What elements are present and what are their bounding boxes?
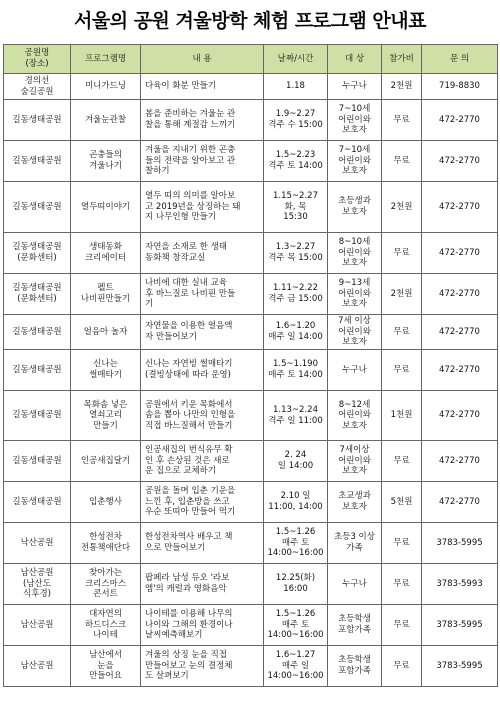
- target-cell: 7세 이상 어린이와 보호자: [328, 315, 382, 350]
- header-content: 내 용: [141, 45, 264, 74]
- table-row: [4, 391, 498, 441]
- content-cell: 겨울을 지내기 위한 곤충 들의 전략을 알아보고 관 찰하기: [141, 141, 264, 182]
- target-cell: 초등생과 보호자: [328, 182, 382, 233]
- content-cell: 다육이 화분 만들기: [141, 74, 264, 100]
- content-cell: 팝페라 남성 듀오 '라보 엠'의 캐럴과 영화음악: [141, 564, 264, 605]
- date-cell: 2. 24 일 14:00: [264, 441, 328, 482]
- fee-cell: 무료: [382, 315, 422, 350]
- table-body: [4, 74, 498, 687]
- header-date: 날짜/시간: [264, 45, 328, 74]
- content-cell: 봄을 준비하는 겨울눈 관 찰을 통해 계절감 느끼기: [141, 100, 264, 141]
- fee-cell: 2천원: [382, 274, 422, 315]
- park-cell: 길동생태공원: [4, 482, 71, 523]
- park-cell: 길동생태공원: [4, 350, 71, 391]
- fee-cell: 5천원: [382, 482, 422, 523]
- contact-cell: 472-2770: [422, 274, 498, 315]
- date-cell: 1.5~2.23 격주 토 14:00: [264, 141, 328, 182]
- program-table: [3, 44, 498, 687]
- table-row: [4, 605, 498, 646]
- target-cell: 누구나: [328, 350, 382, 391]
- program-cell: 생태동화 크리에이터: [71, 233, 141, 274]
- date-cell: 1.11~2.22 격주 금 15:00: [264, 274, 328, 315]
- program-cell: 대자연의 하드디스크 나이테: [71, 605, 141, 646]
- program-cell: 미니가드닝: [71, 74, 141, 100]
- park-cell: 길동생태공원 (문화센터): [4, 274, 71, 315]
- park-cell: 길동생태공원: [4, 391, 71, 441]
- contact-cell: 3783-5993: [422, 564, 498, 605]
- contact-cell: 472-2770: [422, 100, 498, 141]
- fee-cell: 무료: [382, 141, 422, 182]
- table-header-row: [4, 45, 498, 74]
- content-cell: 열두 띠의 의미를 알아보 고 2019년을 상징하는 돼 지 나무인형 만들기: [141, 182, 264, 233]
- table-row: [4, 233, 498, 274]
- program-cell: 목화솜 넣은 열쇠고리 만들기: [71, 391, 141, 441]
- park-cell: 길동생태공원: [4, 441, 71, 482]
- content-cell: 한성전차역사 배우고 책 으로 만들어보기: [141, 523, 264, 564]
- park-cell: 경의선 숲길공원: [4, 74, 71, 100]
- table-row: [4, 482, 498, 523]
- date-cell: 1.6~1.20 매주 일 14:00: [264, 315, 328, 350]
- contact-cell: 3783-5995: [422, 523, 498, 564]
- content-cell: 공원을 돌며 입춘 기운을 느낀 후, 입춘방을 쓰고 우순 또띠아 만들어 먹기: [141, 482, 264, 523]
- target-cell: 9~13세 어린이와 보호자: [328, 274, 382, 315]
- target-cell: 초등3 이상 가족: [328, 523, 382, 564]
- date-cell: 1.15~2.27 화, 목 15:30: [264, 182, 328, 233]
- park-cell: 낙산공원: [4, 523, 71, 564]
- table-row: [4, 274, 498, 315]
- content-cell: 자연물을 이용한 얼음액 자 만들어보기: [141, 315, 264, 350]
- target-cell: 누구나: [328, 74, 382, 100]
- program-cell: 열두띠이야기: [71, 182, 141, 233]
- fee-cell: 무료: [382, 100, 422, 141]
- header-contact: 문 의: [422, 45, 498, 74]
- contact-cell: 472-2770: [422, 441, 498, 482]
- date-cell: 12.25(화) 16:00: [264, 564, 328, 605]
- table-row: [4, 523, 498, 564]
- table-row: [4, 74, 498, 100]
- date-cell: 1.13~2.24 격주 일 11:00: [264, 391, 328, 441]
- target-cell: 7~10세 어린이와 보호자: [328, 100, 382, 141]
- program-cell: 남산에서 눈을 만들어요: [71, 646, 141, 687]
- fee-cell: 무료: [382, 233, 422, 274]
- date-cell: 2.10 일 11:00, 14:00: [264, 482, 328, 523]
- content-cell: 신나는 자연빙 썰매타기 (결빙상태에 따라 운영): [141, 350, 264, 391]
- fee-cell: 무료: [382, 605, 422, 646]
- table-row: [4, 100, 498, 141]
- date-cell: 1.6~1.27 매주 일 14:00~16:00: [264, 646, 328, 687]
- page: [0, 4, 500, 704]
- park-cell: 남산공원: [4, 646, 71, 687]
- content-cell: 나이테를 이용해 나무의 나이와 그해의 환경이나 날씨예측해보기: [141, 605, 264, 646]
- target-cell: 7~10세 어린이와 보호자: [328, 141, 382, 182]
- park-cell: 남산공원: [4, 605, 71, 646]
- program-cell: 겨울눈관찰: [71, 100, 141, 141]
- header-park: 공원명 (장소): [4, 45, 71, 74]
- program-cell: 곤충들의 겨울나기: [71, 141, 141, 182]
- fee-cell: 무료: [382, 350, 422, 391]
- table-row: [4, 646, 498, 687]
- target-cell: 초등학생 포함가족: [328, 646, 382, 687]
- table-row: [4, 441, 498, 482]
- header-fee: 참가비: [382, 45, 422, 74]
- contact-cell: 3783-5995: [422, 646, 498, 687]
- program-cell: 한성전차 전통책애단다: [71, 523, 141, 564]
- date-cell: 1.5~1.26 매주 토 14:00~16:00: [264, 605, 328, 646]
- target-cell: 누구나: [328, 564, 382, 605]
- date-cell: 1.9~2.27 격주 수 15:00: [264, 100, 328, 141]
- program-cell: 인공새집달기: [71, 441, 141, 482]
- page-title: 서울의 공원 겨울방학 체험 프로그램 안내표: [74, 9, 426, 32]
- target-cell: 8~12세 어린이와 보호자: [328, 391, 382, 441]
- header-program: 프로그램명: [71, 45, 141, 74]
- fee-cell: 무료: [382, 564, 422, 605]
- fee-cell: 2천원: [382, 182, 422, 233]
- park-cell: 길동생태공원: [4, 315, 71, 350]
- contact-cell: 472-2770: [422, 182, 498, 233]
- table-row: [4, 141, 498, 182]
- target-cell: 8~10세 어린이와 보호자: [328, 233, 382, 274]
- contact-cell: 472-2770: [422, 482, 498, 523]
- program-cell: 입춘행사: [71, 482, 141, 523]
- fee-cell: 무료: [382, 646, 422, 687]
- program-cell: 신나는 썰매타기: [71, 350, 141, 391]
- contact-cell: 3783-5995: [422, 605, 498, 646]
- park-cell: 남산공원 (남산도 식후경): [4, 564, 71, 605]
- park-cell: 길동생태공원: [4, 182, 71, 233]
- contact-cell: 719-8830: [422, 74, 498, 100]
- target-cell: 초교생과 보호자: [328, 482, 382, 523]
- content-cell: 인공새집의 번식유무 확 인 후 손상된 것은 새로 운 집으로 교체하기: [141, 441, 264, 482]
- content-cell: 나비에 대한 실내 교육 후 바느질로 나비핀 만들 기: [141, 274, 264, 315]
- contact-cell: 472-2770: [422, 391, 498, 441]
- table-row: [4, 315, 498, 350]
- program-cell: 찾아가는 크리스마스 콘서트: [71, 564, 141, 605]
- header-target: 대 상: [328, 45, 382, 74]
- table-row: [4, 564, 498, 605]
- contact-cell: 472-2770: [422, 141, 498, 182]
- contact-cell: 472-2770: [422, 315, 498, 350]
- target-cell: 7세이상 어린이와 보호자: [328, 441, 382, 482]
- date-cell: 1.18: [264, 74, 328, 100]
- date-cell: 1.3~2.27 격주 목 15:00: [264, 233, 328, 274]
- program-cell: 펠트 나비핀만들기: [71, 274, 141, 315]
- park-cell: 길동생태공원: [4, 141, 71, 182]
- contact-cell: 472-2770: [422, 350, 498, 391]
- target-cell: 초등학생 포함가족: [328, 605, 382, 646]
- date-cell: 1.5~1.26 매주 토 14:00~16:00: [264, 523, 328, 564]
- park-cell: 길동생태공원: [4, 100, 71, 141]
- table-row: [4, 350, 498, 391]
- fee-cell: 무료: [382, 523, 422, 564]
- program-cell: 얼음아 놀자: [71, 315, 141, 350]
- fee-cell: 무료: [382, 441, 422, 482]
- table-row: [4, 182, 498, 233]
- content-cell: 자연을 소재로 한 생태 동화책 창작교실: [141, 233, 264, 274]
- contact-cell: 472-2770: [422, 233, 498, 274]
- park-cell: 길동생태공원 (문화센터): [4, 233, 71, 274]
- fee-cell: 2천원: [382, 74, 422, 100]
- content-cell: 겨울의 상징 눈을 직접 만들어보고 눈의 결정체 도 살펴보기: [141, 646, 264, 687]
- content-cell: 공원에서 키운 목화에서 솜을 뽑아 나만의 인형을 직접 바느질해서 만들기: [141, 391, 264, 441]
- date-cell: 1.5~1.190 매주 토 14:00: [264, 350, 328, 391]
- fee-cell: 1천원: [382, 391, 422, 441]
